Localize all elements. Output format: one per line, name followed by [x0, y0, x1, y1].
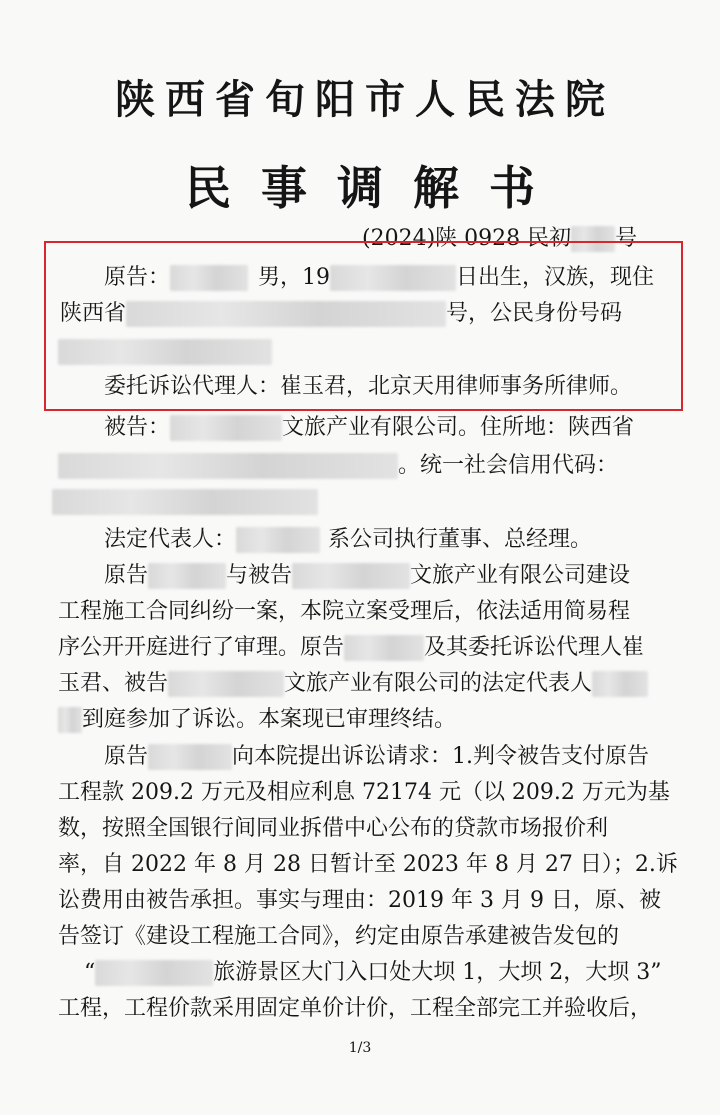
body-line: 序公开开庭进行了审理。原告 及其委托诉讼代理人崔 — [58, 635, 645, 660]
plaintiff-line-1: 原告： 男，19 日出生，汉族，现住 — [104, 265, 655, 290]
legal-representative: 法定代表人： 系公司执行董事、总经理。 — [104, 527, 593, 552]
redacted-block — [58, 707, 82, 733]
body-line: 讼费用由被告承担。事实与理由：2019 年 3 月 9 日，原、被 — [58, 888, 661, 913]
plaintiff-line-2: 陕西省 号，公民身份号码 — [60, 301, 623, 326]
redacted-block — [168, 671, 284, 697]
redacted-block — [52, 489, 318, 515]
redacted-block — [592, 671, 648, 697]
body-line: 告签订《建设工程施工合同》，约定由原告承建被告发包的 — [58, 924, 620, 949]
redacted-block — [95, 960, 213, 986]
defendant-line-2: 。统一社会信用代码： — [58, 451, 618, 481]
redacted-block — [292, 563, 410, 589]
redacted-block — [148, 744, 232, 770]
redacted-block — [126, 301, 446, 327]
redacted-block — [236, 527, 320, 553]
plaintiff-agent: 委托诉讼代理人：崔玉君，北京天用律师事务所律师。 — [104, 374, 633, 399]
redacted-block — [58, 453, 398, 479]
body-line: 工程，工程价款采用固定单价计价，工程全部完工并验收后， — [58, 996, 653, 1021]
case-number: (2024)陕 0928 民初 号 — [362, 226, 638, 251]
redacted-block — [170, 265, 248, 291]
body-line: 率，自 2022 年 8 月 28 日暂计至 2023 年 8 月 27 日）；2.诉 — [58, 852, 678, 877]
body-line: 到庭参加了诉讼。本案现已审理终结。 — [58, 705, 456, 735]
document-type: 民事调解书 — [185, 161, 565, 215]
court-name: 陕西省旬阳市人民法院 — [115, 76, 615, 123]
body-line: “ 旅游景区大门入口处大坝 1，大坝 2，大坝 3” — [84, 960, 662, 985]
body-line: 工程施工合同纠纷一案，本院立案受理后，依法适用简易程 — [58, 599, 631, 624]
redacted-block — [58, 339, 272, 365]
body-line: 原告 与被告 文旅产业有限公司建设 — [104, 563, 631, 588]
page-number: 1/3 — [348, 1040, 372, 1056]
redacted-block — [330, 265, 456, 291]
redacted-block — [170, 415, 282, 441]
body-line: 数，按照全国银行间同业拆借中心公布的贷款市场报价利 — [58, 816, 609, 841]
redacted-block — [344, 635, 424, 661]
defendant-line-1: 被告： 文旅产业有限公司。住所地：陕西省 — [104, 415, 635, 440]
redacted-block — [148, 563, 226, 589]
defendant-line-3 — [52, 487, 318, 517]
plaintiff-line-3 — [58, 337, 272, 367]
body-line: 工程款 209.2 万元及相应利息 72174 元（以 209.2 万元为基 — [58, 780, 670, 805]
body-line: 玉君、被告 文旅产业有限公司的法定代表人 — [58, 669, 648, 699]
body-line: 原告 向本院提出诉讼请求：1.判令被告支付原告 — [104, 744, 650, 769]
